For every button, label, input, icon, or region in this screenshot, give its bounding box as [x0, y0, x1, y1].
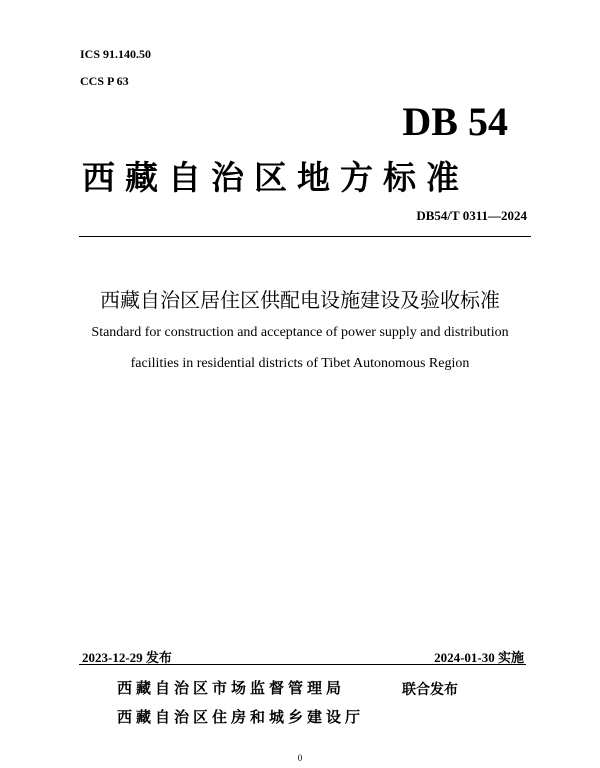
joint-release-label: 联合发布: [402, 682, 458, 698]
db-code: DB 54: [402, 99, 508, 144]
ics-code: ICS 91.140.50: [80, 47, 152, 61]
document-title-english-line2: facilities in residential districts of Tibet Autonomous Region: [130, 356, 470, 371]
page-number: 0: [297, 753, 303, 763]
issuer-market-regulation: 西藏自治区市场监督管理局: [117, 679, 346, 697]
document-title-chinese: 西藏自治区居住区供配电设施建设及验收标准: [100, 288, 500, 312]
ccs-code: CCS P 63: [80, 74, 129, 88]
implement-date: 2024-01-30 实施: [434, 650, 524, 665]
publish-date: 2023-12-29 发布: [82, 650, 172, 665]
standard-type-title: 西藏自治区地方标准: [82, 158, 469, 197]
header-divider: [79, 236, 531, 237]
footer-divider: [79, 664, 526, 665]
standard-number: DB54/T 0311—2024: [416, 208, 527, 223]
document-title-english-line1: Standard for construction and acceptance of power supply and distribution: [91, 325, 509, 340]
issuer-housing-construction: 西藏自治区住房和城乡建设厅: [117, 708, 365, 726]
